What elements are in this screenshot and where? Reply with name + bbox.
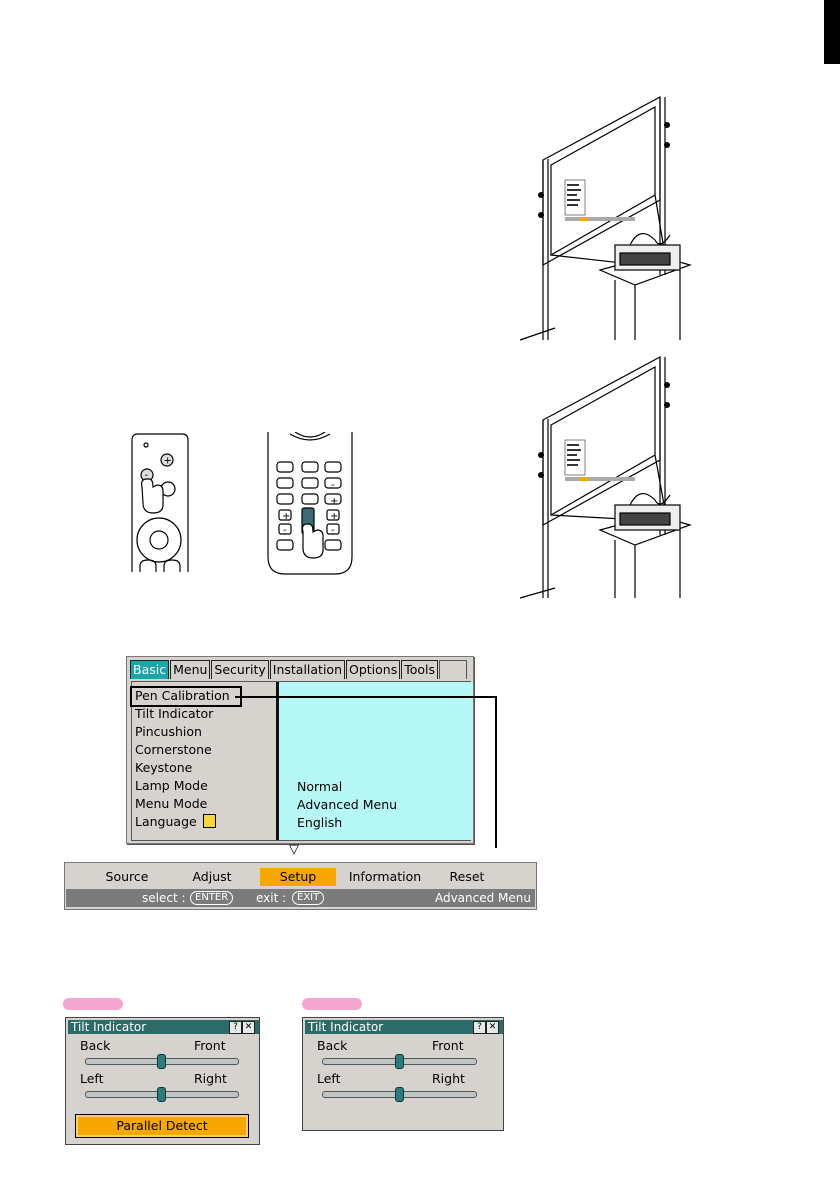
back-front-slider-knob[interactable]	[157, 1054, 166, 1069]
enter-key: ENTER	[190, 891, 233, 905]
exit-key: EXIT	[292, 891, 324, 905]
menu-item-cornerstone[interactable]: Cornerstone	[135, 742, 212, 757]
whiteboard-projector-illustration-2	[515, 355, 700, 600]
tab-menu[interactable]: Menu	[170, 660, 210, 679]
main-menu-bar	[64, 862, 537, 910]
left-right-slider-knob[interactable]	[395, 1087, 404, 1102]
status-bar	[66, 889, 535, 907]
whiteboard-projector-illustration-1	[515, 95, 700, 345]
right-label: Right	[432, 1071, 465, 1086]
menu-values-panel	[276, 682, 473, 840]
select-label: select :	[142, 891, 186, 905]
left-label: Left	[317, 1071, 341, 1086]
minus-glyph: -	[283, 525, 287, 536]
back-label: Back	[317, 1038, 348, 1053]
close-icon[interactable]: ✕	[486, 1021, 499, 1034]
minus-glyph: -	[331, 480, 335, 491]
menu-content-panel	[131, 681, 471, 841]
help-icon[interactable]: ?	[229, 1021, 242, 1034]
page-edge-tab	[824, 0, 840, 64]
menu-item-tilt-indicator[interactable]: Tilt Indicator	[135, 706, 214, 721]
menu-item-menu-mode[interactable]: Menu Mode	[135, 796, 208, 811]
lamp-mode-value[interactable]: Normal	[297, 779, 343, 794]
left-right-slider-knob[interactable]	[157, 1087, 166, 1102]
tab-installation[interactable]: Installation	[270, 660, 345, 679]
menu-item-lamp-mode[interactable]: Lamp Mode	[135, 778, 208, 793]
callout-line-vertical	[495, 696, 497, 848]
close-icon[interactable]: ✕	[242, 1021, 255, 1034]
menu-reset[interactable]: Reset	[449, 869, 485, 884]
plus-glyph: +	[330, 511, 339, 522]
plus-glyph: +	[330, 496, 339, 507]
tilt-indicator-dialog-1	[65, 1017, 260, 1145]
tab-basic[interactable]: Basic	[130, 660, 169, 679]
menu-item-language[interactable]	[135, 813, 216, 831]
dialog-title: Tilt Indicator	[71, 1020, 147, 1034]
parallel-detect-button[interactable]: Parallel Detect	[75, 1114, 249, 1138]
menu-adjust[interactable]: Adjust	[192, 869, 232, 884]
back-label: Back	[80, 1038, 111, 1053]
callout-line	[235, 696, 497, 698]
minus-glyph: -	[144, 470, 149, 481]
menu-item-pen-calibration[interactable]: Pen Calibration	[135, 688, 230, 703]
menu-item-pincushion[interactable]: Pincushion	[135, 724, 202, 739]
menu-source[interactable]: Source	[105, 869, 149, 884]
exit-label: exit :	[256, 891, 287, 905]
language-icon	[203, 814, 216, 828]
menu-mode-status: Advanced Menu	[434, 891, 531, 905]
tab-blank	[439, 660, 467, 679]
tab-options[interactable]: Options	[346, 660, 400, 679]
plus-glyph: +	[163, 455, 172, 467]
language-label: Language	[135, 814, 197, 829]
dialog-title-bar	[305, 1020, 503, 1034]
help-icon[interactable]: ?	[473, 1021, 486, 1034]
tilt-indicator-dialog-2	[302, 1017, 504, 1131]
left-label: Left	[80, 1071, 104, 1086]
front-label: Front	[194, 1038, 226, 1053]
down-arrow-icon: ▽	[289, 842, 299, 857]
menu-setup[interactable]: Setup	[260, 868, 336, 886]
menu-item-keystone[interactable]: Keystone	[135, 760, 193, 775]
menu-information[interactable]: Information	[348, 869, 422, 884]
osd-advanced-menu	[126, 656, 474, 844]
tab-tools[interactable]: Tools	[401, 660, 438, 679]
tab-security[interactable]: Security	[211, 660, 268, 679]
minus-glyph: -	[331, 525, 335, 536]
plus-glyph: +	[282, 511, 291, 522]
right-label: Right	[194, 1071, 227, 1086]
back-front-slider-knob[interactable]	[395, 1054, 404, 1069]
dialog-title-bar	[68, 1020, 259, 1034]
badge-2	[302, 998, 362, 1010]
projector-control-panel-illustration	[128, 432, 190, 574]
front-label: Front	[432, 1038, 464, 1053]
language-value[interactable]: English	[297, 815, 343, 830]
badge-1	[63, 998, 123, 1010]
remote-control-illustration	[265, 432, 355, 577]
menu-tabs	[130, 660, 468, 678]
menu-mode-value[interactable]: Advanced Menu	[297, 797, 398, 812]
dialog-title: Tilt Indicator	[308, 1020, 384, 1034]
